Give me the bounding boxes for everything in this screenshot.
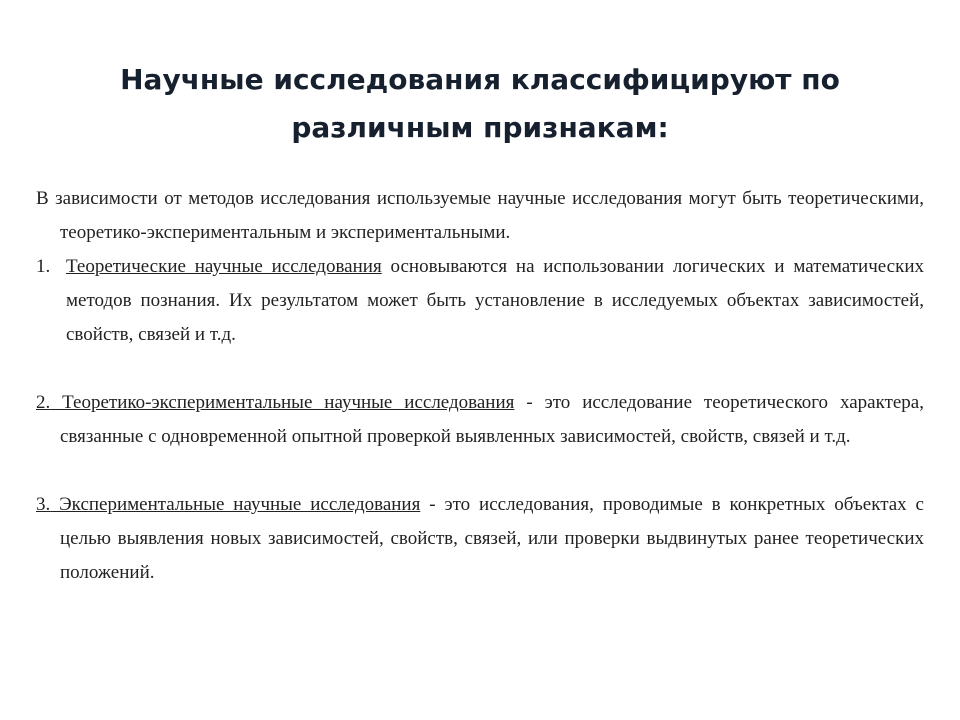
list-item-text: основываются на использовании логических и математических методов познания. Их результатом может быть установление в исследуемых объектах зависимостей, свойств, связей и т.д. [66, 256, 924, 345]
list-item-number-term [36, 392, 514, 413]
list-item-theoretical [36, 250, 924, 352]
list-item-number-term [36, 494, 420, 515]
list-item-number: 3. [36, 494, 51, 515]
list-item-text: - это исследования, проводимые в конкретных объектах с целью выявления новых зависимостей, свойств, связей, или проверки выдвинутых ранее теоретических положений. [60, 494, 924, 583]
slide-title [100, 56, 860, 152]
list-item-theoretical-experimental [36, 386, 924, 454]
intro-paragraph: В зависимости от методов исследования используемые научные исследования могут быть теоретическими, теоретико-экспериментальным и экспериментальными. [36, 188, 924, 243]
slide-body [36, 182, 924, 590]
list-item-term: Экспериментальные научные исследования [50, 494, 421, 515]
list-item-number: 2. [36, 392, 51, 413]
list-item-text: - это исследование теоретического характера, связанные с одновременной опытной проверкой выявленных зависимостей, свойств, связей и т.д. [60, 392, 924, 447]
list-item-term: Теоретико-экспериментальные научные исследования [50, 392, 515, 413]
list-item-term: Теоретические научные исследования [66, 256, 382, 277]
list-item-experimental [36, 488, 924, 590]
slide-title-line-1: Научные исследования классифицируют по [120, 63, 840, 96]
list-item-number: 1. [36, 256, 51, 277]
slide-title-line-2: различным признакам: [291, 111, 669, 144]
